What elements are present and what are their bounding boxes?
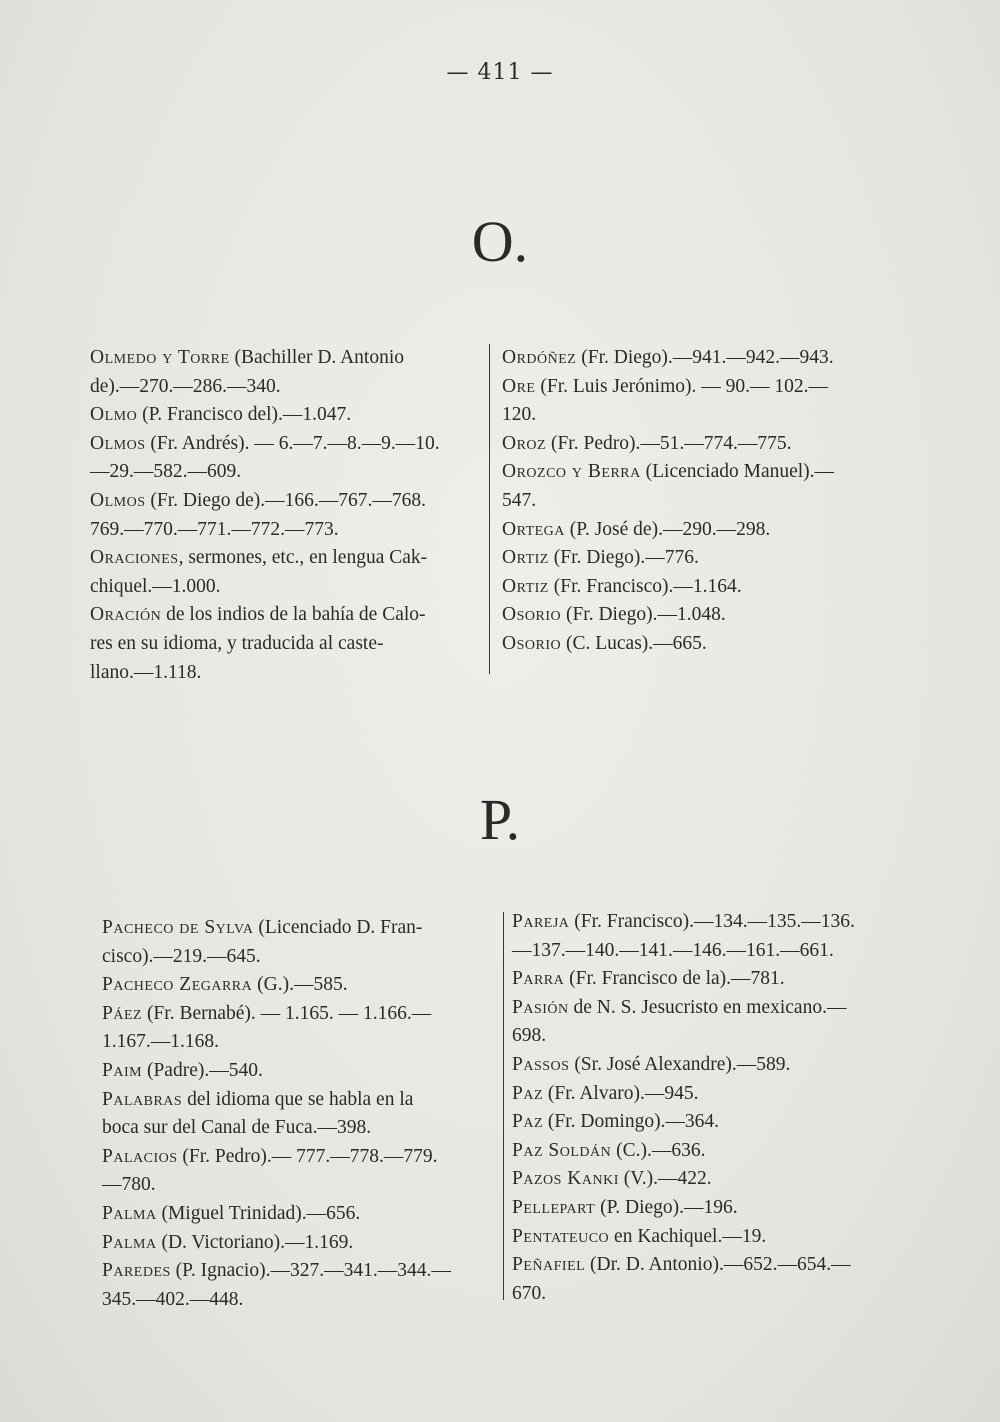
entry-heading: Pellepart: [512, 1196, 596, 1218]
entry-heading: Oroz: [502, 432, 547, 454]
entry-text: (Fr. Pedro).—51.—774.—775.: [546, 432, 792, 454]
index-entry: [102, 1143, 490, 1200]
entry-continuation: boca sur del Canal de Fuca.—398.: [102, 1117, 372, 1139]
entry-text: de los indios de la bahía de Calo-: [161, 604, 426, 626]
index-entry: [512, 1223, 902, 1252]
entry-heading: Ordóñez: [502, 347, 577, 368]
entry-heading: Oraciones: [90, 547, 179, 569]
entry-heading: Paredes: [102, 1260, 171, 1282]
index-entry: [512, 965, 902, 994]
index-entry: [90, 544, 478, 601]
entry-continuation: —137.—140.—141.—146.—161.—661.: [512, 939, 834, 961]
entry-continuation: 670.: [512, 1282, 547, 1304]
entry-text: (Fr. Diego).—941.—942.—943.: [576, 347, 834, 368]
index-column-p-left: [102, 914, 490, 1314]
index-entry: [512, 1051, 902, 1080]
entry-text: (G.).—585.: [252, 974, 348, 996]
entry-continuation: 1.167.—1.168.: [102, 1031, 219, 1053]
entry-text: (C.).—636.: [611, 1139, 706, 1161]
index-entry: [102, 1000, 490, 1057]
index-entry: [102, 971, 490, 1000]
entry-text: (Fr. Francisco).—134.—135.—136.: [569, 911, 855, 932]
index-entry: [102, 1200, 490, 1229]
entry-text: (P. Ignacio).—327.—341.—344.—: [170, 1260, 451, 1282]
index-entry: [512, 994, 902, 1051]
entry-heading: Páez: [102, 1002, 143, 1024]
entry-heading: Parra: [512, 968, 565, 990]
entry-heading: Pentateuco: [512, 1225, 610, 1247]
index-entry: [102, 1057, 490, 1086]
entry-text: (Fr. Diego de).—166.—767.—768.: [145, 489, 427, 511]
index-entry: [512, 1251, 902, 1308]
entry-heading: Paz Soldán: [512, 1139, 612, 1161]
entry-text: de N. S. Jesucristo en mexicano.—: [568, 996, 847, 1018]
entry-heading: Olmo: [90, 404, 138, 426]
index-entry: [90, 601, 478, 687]
index-entry: [512, 1108, 902, 1137]
index-entry: [502, 516, 892, 545]
entry-text: (Fr. Diego).—1.048.: [561, 604, 726, 626]
index-entry: [512, 908, 902, 965]
entry-text: (P. José de).—290.—298.: [564, 518, 771, 540]
index-entry: [102, 1257, 490, 1314]
entry-text: (Fr. Francisco).—1.164.: [548, 575, 742, 597]
entry-text: (Padre).—540.: [142, 1059, 263, 1081]
index-entry: [90, 344, 478, 401]
entry-text: del idioma que se habla en la: [182, 1088, 414, 1110]
entry-continuation: 345.—402.—448.: [102, 1288, 244, 1310]
entry-heading: Olmos: [90, 489, 146, 511]
index-column-o-right: [502, 344, 892, 659]
entry-heading: Palma: [102, 1202, 157, 1224]
entry-heading: Paim: [102, 1059, 143, 1081]
index-entry: [502, 373, 892, 430]
entry-continuation: res en su idioma, y traducida al caste-: [90, 632, 384, 654]
entry-heading: Pareja: [512, 911, 570, 932]
entry-text: (Sr. José Alexandre).—589.: [569, 1053, 791, 1075]
column-divider: [503, 912, 504, 1300]
entry-continuation: 547.: [502, 489, 537, 511]
entry-continuation: 120.: [502, 404, 537, 426]
index-entry: [502, 630, 892, 659]
entry-text: (Licenciado D. Fran-: [253, 917, 423, 938]
entry-heading: Passos: [512, 1053, 570, 1075]
entry-text: (Licenciado Manuel).—: [640, 461, 835, 483]
entry-text: (Bachiller D. Antonio: [229, 347, 405, 368]
entry-heading: Pasión: [512, 996, 569, 1018]
entry-text: en Kachiquel.—19.: [609, 1225, 767, 1247]
entry-heading: Osorio: [502, 604, 562, 626]
index-entry: [512, 1165, 902, 1194]
section-heading-o: O.: [471, 209, 529, 274]
entry-text: (Fr. Diego).—776.: [548, 547, 699, 569]
entry-text: (C. Lucas).—665.: [561, 632, 707, 654]
index-entry: [502, 344, 892, 373]
entry-heading: Olmedo y Torre: [90, 347, 230, 368]
entry-continuation: llano.—1.118.: [90, 661, 202, 683]
index-entry: [512, 1080, 902, 1109]
entry-text: (Fr. Pedro).— 777.—778.—779.: [177, 1145, 438, 1167]
index-entry: [512, 1194, 902, 1223]
entry-continuation: cisco).—219.—645.: [102, 945, 261, 967]
entry-heading: Osorio: [502, 632, 562, 654]
entry-text: (P. Francisco del).—1.047.: [137, 404, 352, 426]
page-number: — 411 —: [446, 60, 554, 85]
entry-continuation: 769.—770.—771.—772.—773.: [90, 518, 339, 540]
entry-heading: Ortiz: [502, 575, 549, 597]
index-entry: [90, 487, 478, 544]
entry-heading: Ortiz: [502, 547, 549, 569]
entry-continuation: 698.: [512, 1025, 547, 1047]
index-entry: [102, 914, 490, 971]
entry-heading: Pazos Kanki: [512, 1168, 619, 1190]
index-entry: [502, 573, 892, 602]
entry-text: , sermones, etc., en lengua Cak-: [178, 547, 428, 569]
index-entry: [90, 401, 478, 430]
index-entry: [102, 1229, 490, 1258]
entry-heading: Palacios: [102, 1145, 178, 1167]
index-entry: [90, 430, 478, 487]
entry-text: (Miguel Trinidad).—656.: [156, 1202, 361, 1224]
entry-heading: Ortega: [502, 518, 565, 540]
entry-text: (V.).—422.: [618, 1168, 712, 1190]
entry-heading: Paz: [512, 1111, 544, 1133]
entry-text: (Fr. Francisco de la).—781.: [564, 968, 785, 990]
entry-heading: Pacheco de Sylva: [102, 917, 254, 938]
index-entry: [512, 1137, 902, 1166]
entry-text: (Fr. Domingo).—364.: [543, 1111, 720, 1133]
entry-heading: Orozco y Berra: [502, 461, 641, 483]
index-entry: [102, 1086, 490, 1143]
entry-heading: Peñafiel: [512, 1254, 586, 1276]
entry-text: (D. Victoriano).—1.169.: [156, 1231, 354, 1253]
index-column-p-right: [512, 908, 902, 1308]
entry-heading: Ore: [502, 375, 536, 397]
entry-text: (Fr. Bernabé). — 1.165. — 1.166.—: [142, 1002, 432, 1024]
index-column-o-left: [90, 344, 478, 687]
entry-heading: Paz: [512, 1082, 544, 1104]
entry-heading: Olmos: [90, 432, 146, 454]
column-divider: [489, 344, 490, 674]
entry-continuation: chiquel.—1.000.: [90, 575, 221, 597]
index-entry: [502, 601, 892, 630]
entry-heading: Palabras: [102, 1088, 183, 1110]
section-heading-p: P.: [479, 787, 521, 852]
entry-heading: Palma: [102, 1231, 157, 1253]
index-entry: [502, 430, 892, 459]
entry-text: (Fr. Andrés). — 6.—7.—8.—9.—10.: [145, 432, 440, 454]
index-entry: [502, 544, 892, 573]
entry-text: (Fr. Luis Jerónimo). — 90.— 102.—: [535, 375, 828, 397]
entry-heading: Oración: [90, 604, 162, 626]
index-entry: [502, 458, 892, 515]
entry-text: (Fr. Alvaro).—945.: [543, 1082, 699, 1104]
entry-text: (Dr. D. Antonio).—652.—654.—: [585, 1254, 851, 1276]
entry-continuation: —29.—582.—609.: [90, 461, 242, 483]
entry-text: (P. Diego).—196.: [595, 1196, 738, 1218]
entry-continuation: —780.: [102, 1174, 156, 1196]
entry-heading: Pacheco Zegarra: [102, 974, 253, 996]
entry-continuation: de).—270.—286.—340.: [90, 375, 281, 397]
